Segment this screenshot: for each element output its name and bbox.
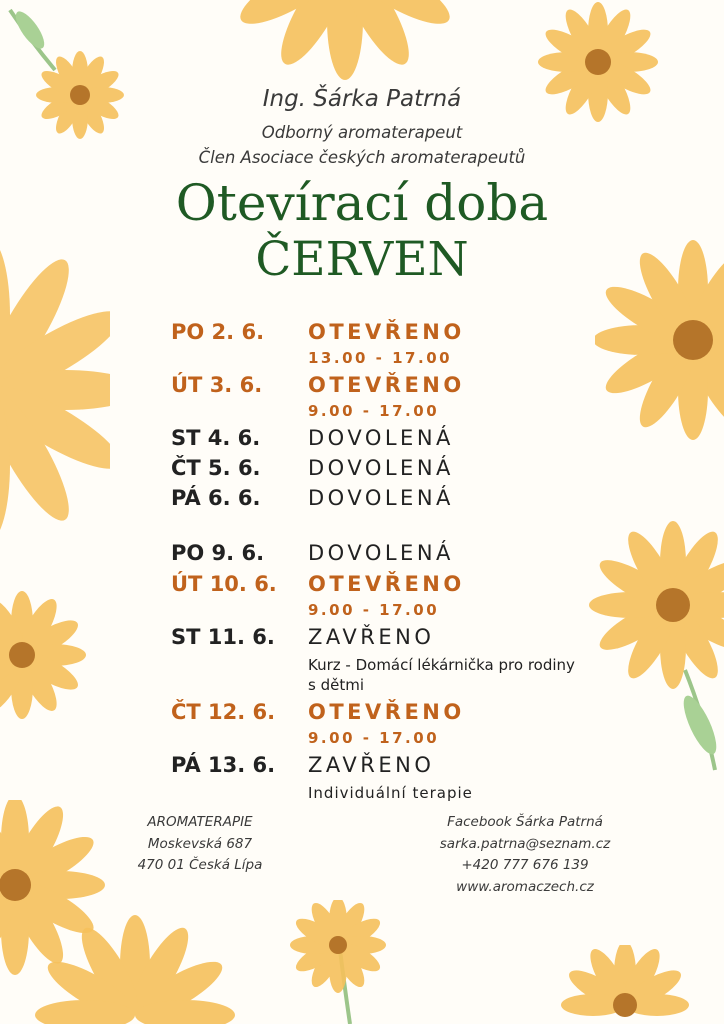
schedule-note: Individuální terapie bbox=[308, 784, 473, 802]
flower-bottom-right-icon bbox=[555, 945, 695, 1024]
facebook-link[interactable]: Facebook Šárka Patrná bbox=[447, 814, 603, 830]
email-link[interactable]: sarka.patrna@seznam.cz bbox=[439, 835, 611, 852]
contact-block bbox=[400, 812, 650, 898]
schedule-status: DOVOLENÁ bbox=[308, 541, 454, 565]
schedule-hours: 9.00 - 17.00 bbox=[308, 402, 440, 420]
schedule-day: ÚT 3. 6. bbox=[171, 373, 263, 397]
address-company: AROMATERAPIE bbox=[147, 814, 253, 830]
schedule-day: ÚT 10. 6. bbox=[171, 572, 277, 596]
schedule-note: Kurz - Domácí lékárnička pro rodiny bbox=[308, 656, 575, 674]
schedule-note: s dětmi bbox=[308, 676, 364, 694]
page-title: Otevírací doba bbox=[175, 174, 549, 232]
schedule-status: ZAVŘENO bbox=[308, 625, 435, 649]
schedule-status: OTEVŘENO bbox=[308, 700, 465, 724]
author-title: Odborný aromaterapeut bbox=[261, 123, 463, 142]
schedule-day: PÁ 6. 6. bbox=[171, 486, 261, 510]
schedule-day: ČT 12. 6. bbox=[171, 700, 276, 724]
schedule-day: PO 2. 6. bbox=[171, 320, 265, 344]
website-link[interactable]: www.aromaczech.cz bbox=[456, 878, 594, 895]
flower-left-middle-icon bbox=[0, 590, 90, 720]
flower-right-middle-icon bbox=[585, 520, 724, 780]
address-city: 470 01 Česká Lípa bbox=[137, 857, 263, 873]
schedule-day: ST 11. 6. bbox=[171, 625, 275, 649]
schedule-status: OTEVŘENO bbox=[308, 572, 465, 596]
schedule-hours: 13.00 - 17.00 bbox=[308, 349, 453, 367]
schedule-status: DOVOLENÁ bbox=[308, 426, 454, 450]
schedule-day: ČT 5. 6. bbox=[171, 456, 261, 480]
schedule-status: OTEVŘENO bbox=[308, 373, 465, 397]
page-subtitle-month: ČERVEN bbox=[255, 232, 469, 287]
schedule-day: ST 4. 6. bbox=[171, 426, 261, 450]
schedule-status: OTEVŘENO bbox=[308, 320, 465, 344]
author-name: Ing. Šárka Patrná bbox=[262, 86, 462, 112]
flower-bottom-center-icon bbox=[290, 900, 390, 1024]
address-street: Moskevská 687 bbox=[147, 835, 253, 852]
schedule-status: DOVOLENÁ bbox=[308, 486, 454, 510]
schedule-status: DOVOLENÁ bbox=[308, 456, 454, 480]
schedule-status: ZAVŘENO bbox=[308, 753, 435, 777]
address-block bbox=[110, 812, 290, 877]
phone-number[interactable]: +420 777 676 139 bbox=[461, 857, 589, 873]
schedule-day: PÁ 13. 6. bbox=[171, 753, 276, 777]
schedule-hours: 9.00 - 17.00 bbox=[308, 601, 440, 619]
schedule-hours: 9.00 - 17.00 bbox=[308, 729, 440, 747]
schedule-day: PO 9. 6. bbox=[171, 541, 265, 565]
flower-top-center-icon bbox=[215, 0, 475, 80]
author-membership: Člen Asociace českých aromaterapeutů bbox=[198, 148, 526, 167]
